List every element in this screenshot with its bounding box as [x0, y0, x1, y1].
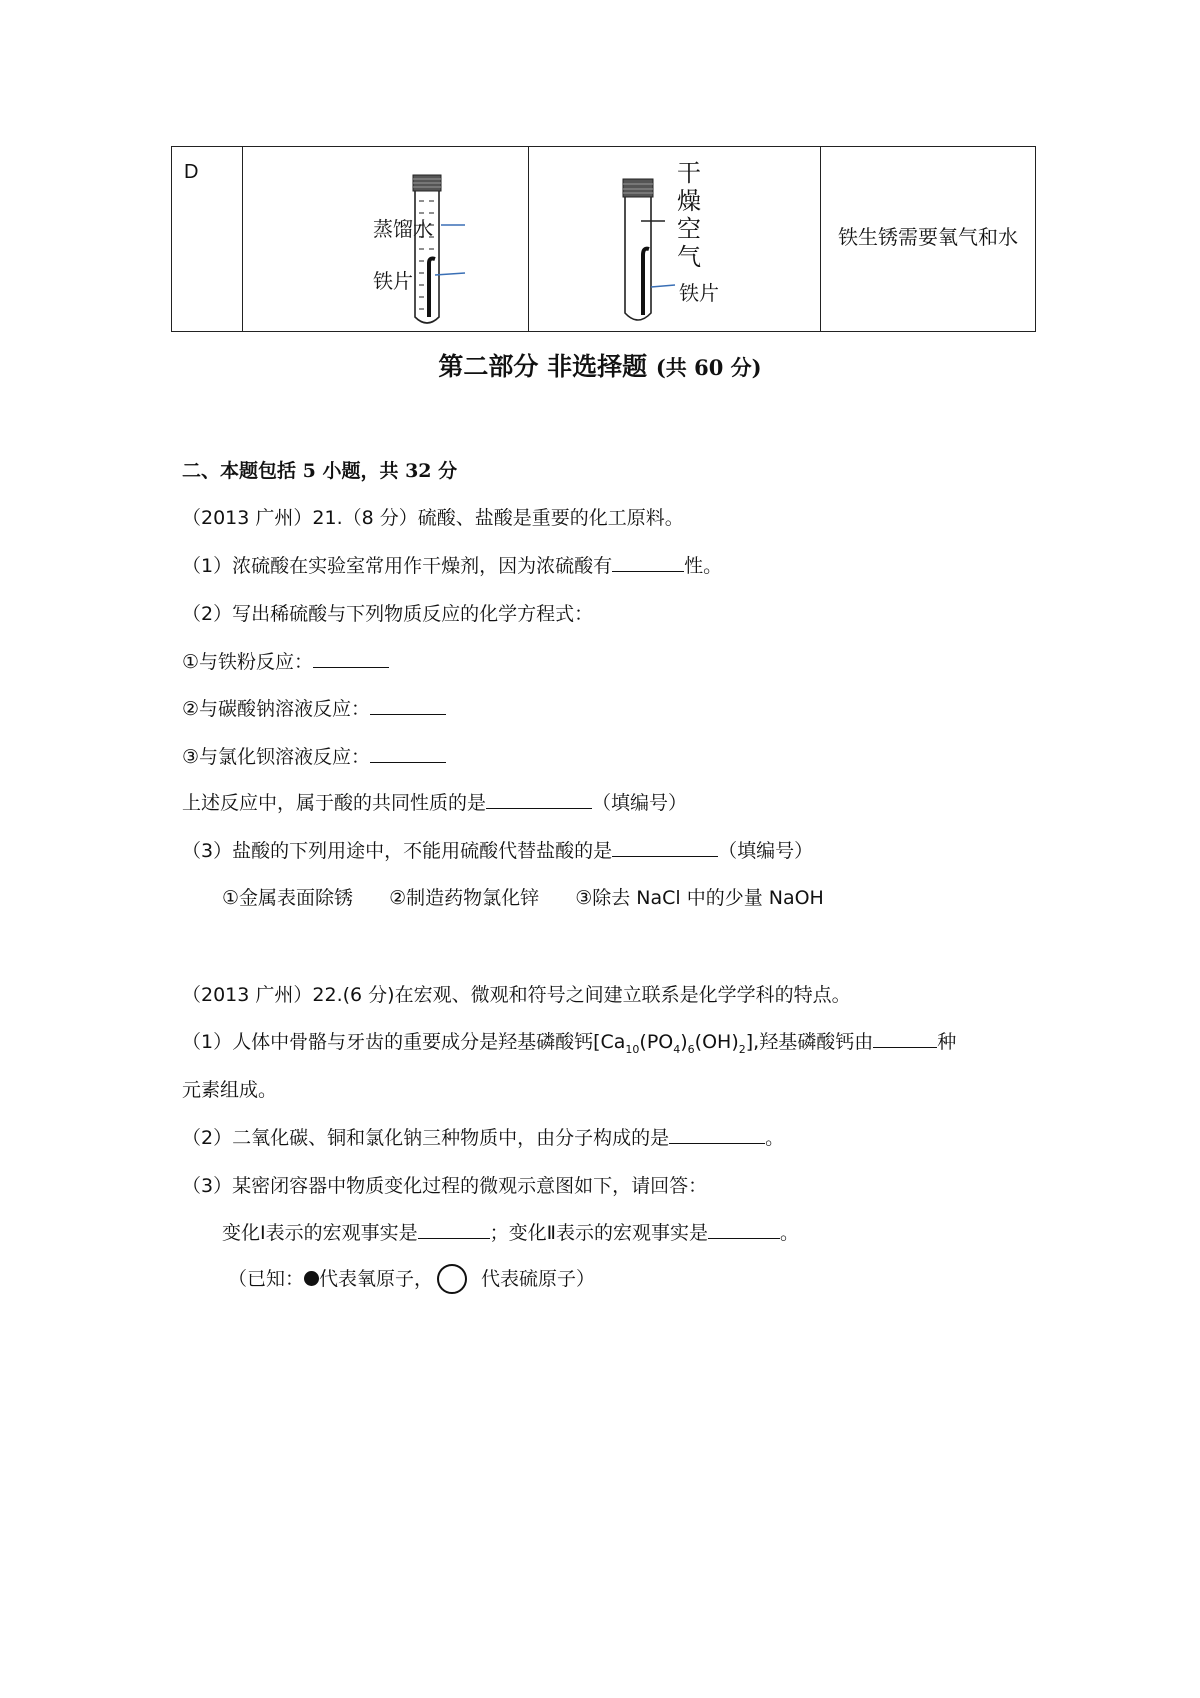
- hydroxyapatite-formula: $[Ca_{10}(PO_4)_6(OH)_2]$: [593, 1031, 754, 1056]
- label-dry-air: 干 燥 空 气: [677, 159, 701, 271]
- q22-change1-blank[interactable]: [418, 1220, 490, 1239]
- q21-item1: ①与铁粉反应：: [182, 647, 389, 674]
- q21-p1-blank[interactable]: [612, 553, 684, 572]
- tube-dry-air-cell: [529, 147, 821, 332]
- q21-item2-blank[interactable]: [370, 696, 446, 715]
- q21-common-blank[interactable]: [486, 790, 592, 809]
- q21-common-property: 上述反应中，属于酸的共同性质的是 （填编号）: [182, 792, 688, 814]
- label-iron-sheet-1: 铁片: [373, 269, 413, 293]
- q22-known: （已知： 代表氧原子， 代表硫原子）: [228, 1264, 595, 1294]
- q22-part2: （2）二氧化碳、铜和氯化钠三种物质中，由分子构成的是 。: [182, 1127, 785, 1149]
- conclusion-text: 铁生锈需要氧气和水: [838, 225, 1018, 249]
- row-label-cell: [172, 147, 243, 332]
- q21-item3: ③与氯化钡溶液反应：: [182, 742, 446, 769]
- q22-changes: 变化Ⅰ表示的宏观事实是 ；变化Ⅱ表示的宏观事实是 。: [222, 1222, 799, 1244]
- q21-item3-blank[interactable]: [370, 744, 446, 763]
- q21-part3: （3）盐酸的下列用途中，不能用硫酸代替盐酸的是 （填编号）: [182, 840, 814, 862]
- section-title: 第二部分 非选择题 (共 60 分): [438, 352, 762, 381]
- q21-option-1: ①金属表面除锈: [222, 887, 354, 909]
- q22-p2-blank[interactable]: [669, 1125, 765, 1144]
- experiment-table: [171, 146, 1036, 332]
- conclusion-cell: [821, 147, 1036, 332]
- test-tube-dry-air-diagram: [529, 147, 821, 333]
- q21-option-2: ②制造药物氯化锌: [389, 887, 540, 909]
- q21-item1-blank[interactable]: [313, 649, 389, 668]
- q21-item2: ②与碳酸钠溶液反应：: [182, 694, 446, 721]
- row-label: D: [184, 161, 199, 183]
- q22-intro: （2013 广州）22.(6 分)在宏观、微观和符号之间建立联系是化学学科的特点。: [182, 984, 851, 1006]
- q21-intro: （2013 广州）21.（8 分）硫酸、盐酸是重要的化工原料。: [182, 507, 684, 529]
- label-distilled-water: 蒸馏水: [373, 217, 433, 241]
- q22-part3: （3）某密闭容器中物质变化过程的微观示意图如下，请回答：: [182, 1175, 708, 1197]
- q22-change2-blank[interactable]: [708, 1220, 780, 1239]
- oxygen-atom-icon: [304, 1271, 319, 1286]
- q22-part1: （1）人体中骨骼与牙齿的重要成分是羟基磷酸钙$[Ca_{10}(PO_4)_6(OH)_2]$,羟基磷酸钙由 种: [182, 1031, 957, 1056]
- q21-part1: （1）浓硫酸在实验室常用作干燥剂，因为浓硫酸有 性。: [182, 555, 723, 577]
- tube-water-cell: [243, 147, 529, 332]
- label-iron-sheet-2: 铁片: [679, 281, 719, 305]
- q22-p1-blank[interactable]: [873, 1029, 937, 1048]
- q22-part1-line2: 元素组成。: [182, 1079, 278, 1101]
- section-score: (共 60 分): [655, 355, 762, 380]
- part2-heading: 二、本题包括 5 小题，共 32 分: [182, 460, 458, 482]
- q21-options: [222, 883, 854, 910]
- sulfur-atom-icon: [437, 1264, 467, 1294]
- q21-part2: （2）写出稀硫酸与下列物质反应的化学方程式：: [182, 603, 594, 625]
- q21-option-3: ③除去 NaCl 中的少量 NaOH: [575, 887, 824, 909]
- q21-p3-blank[interactable]: [612, 838, 718, 857]
